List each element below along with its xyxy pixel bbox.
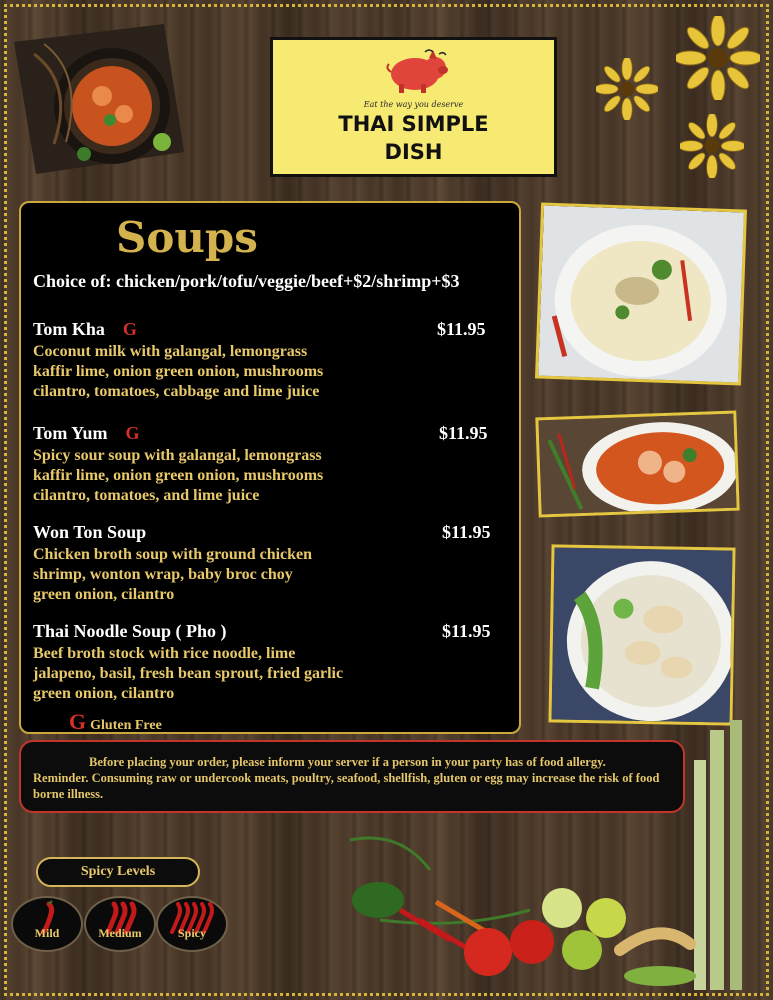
item-price: $11.95 <box>437 319 486 339</box>
item-name: Tom Kha <box>33 319 105 339</box>
flower-icon <box>596 58 658 120</box>
tom-yum-photo <box>535 411 739 518</box>
soups-menu-panel <box>19 201 521 734</box>
spicy-level-label: Spicy <box>177 926 206 940</box>
gluten-free-label: Gluten Free <box>90 718 162 733</box>
item-name: Thai Noodle Soup ( Pho ) <box>33 621 227 641</box>
spicy-level-medium <box>84 896 156 952</box>
flower-icon <box>676 16 760 100</box>
gluten-free-legend <box>69 709 162 735</box>
tom-kha-photo <box>535 202 747 385</box>
item-description: Spicy sour soup with galangal, lemongrass kaffir lime, onion green onion, mushrooms cilantro, tomatoes, and lime juice <box>33 447 324 504</box>
item-description: Chicken broth soup with ground chicken shrimp, wonton wrap, baby broc choy green onion, cilantro <box>33 546 313 603</box>
menu-item <box>33 423 513 506</box>
item-price: $11.95 <box>442 522 491 542</box>
item-name: Won Ton Soup <box>33 522 147 542</box>
allergy-notice-line2: Reminder. Consuming raw or undercook meats, poultry, seafood, shellfish, gluten or egg may increase the risk of food borne illness. <box>33 771 660 801</box>
item-description: Coconut milk with galangal, lemongrass kaffir lime, onion green onion, mushrooms cilantro, tomatoes, cabbage and lime juice <box>33 343 324 400</box>
menu-item <box>33 621 513 704</box>
spicy-levels-label: Spicy Levels <box>36 857 200 887</box>
section-title: Soups <box>116 213 258 262</box>
pig-icon <box>381 48 451 96</box>
logo-title-line2: DISH <box>384 140 443 164</box>
spicy-level-label: Medium <box>98 926 142 940</box>
item-price: $11.95 <box>442 621 491 641</box>
gluten-free-badge: G <box>125 423 140 443</box>
flower-icon <box>680 114 744 178</box>
restaurant-logo <box>270 37 557 177</box>
gluten-free-badge: G <box>122 319 137 339</box>
logo-title-line1: THAI SIMPLE <box>338 112 489 136</box>
spicy-level-mild <box>11 896 83 952</box>
menu-item <box>33 522 513 605</box>
vegetables-decoration <box>340 720 770 996</box>
gluten-free-symbol: G <box>69 709 87 734</box>
allergy-notice-line1: Before placing your order, please inform your server if a person in your party has of food allergy. <box>89 755 606 769</box>
spicy-level-spicy <box>156 896 228 952</box>
item-name: Tom Yum <box>33 423 108 443</box>
tom-yum-bowl-photo <box>14 24 184 174</box>
protein-choice: Choice of: chicken/pork/tofu/veggie/beef+$2/shrimp+$3 <box>33 271 460 291</box>
logo-title <box>273 110 554 166</box>
won-ton-soup-photo <box>548 544 735 725</box>
spicy-level-label: Mild <box>34 926 60 940</box>
logo-tagline: Eat the way you deserve <box>363 100 464 109</box>
item-description: Beef broth stock with rice noodle, lime jalapeno, basil, fresh bean sprout, fried garlic green onion, cilantro <box>33 645 344 702</box>
item-price: $11.95 <box>439 423 488 443</box>
menu-item <box>33 319 513 402</box>
